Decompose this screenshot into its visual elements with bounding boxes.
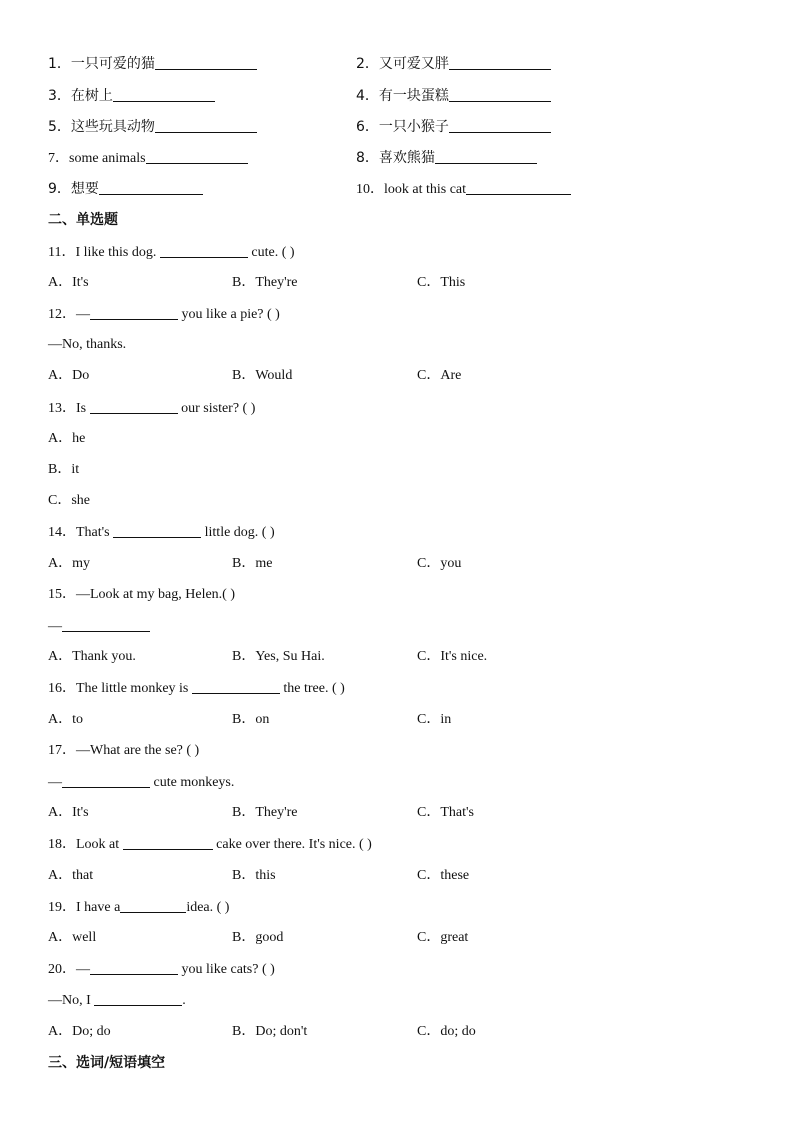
answer-blank[interactable]: [99, 180, 203, 195]
question-20: 20．— you like cats? ( ): [48, 962, 275, 977]
answer-blank[interactable]: [62, 773, 150, 788]
answer-blank[interactable]: [449, 55, 551, 70]
answer-blank[interactable]: [449, 87, 551, 102]
option-20-b[interactable]: B．Do; don't: [232, 1024, 308, 1039]
vocab-item-5: 5．这些玩具动物: [48, 118, 257, 137]
answer-blank[interactable]: [113, 523, 201, 538]
option-11-c[interactable]: C．This: [417, 275, 466, 290]
option-18-c[interactable]: C．these: [417, 868, 470, 883]
option-13-c[interactable]: C．she: [48, 493, 90, 508]
option-18-a[interactable]: A．that: [48, 868, 94, 883]
answer-blank[interactable]: [146, 149, 248, 164]
answer-blank[interactable]: [449, 118, 551, 133]
option-18-b[interactable]: B．this: [232, 868, 276, 883]
vocab-item-3: 3．在树上: [48, 87, 215, 106]
option-17-b[interactable]: B．They're: [232, 805, 298, 820]
answer-blank[interactable]: [160, 243, 248, 258]
answer-blank[interactable]: [94, 991, 182, 1006]
option-20-c[interactable]: C．do; do: [417, 1024, 476, 1039]
answer-blank[interactable]: [155, 118, 257, 133]
option-16-b[interactable]: B．on: [232, 712, 270, 727]
answer-blank[interactable]: [90, 305, 178, 320]
vocab-item-1: 1．一只可爱的猫: [48, 55, 257, 74]
option-17-a[interactable]: A．It's: [48, 805, 89, 820]
option-17-c[interactable]: C．That's: [417, 805, 474, 820]
option-12-a[interactable]: A．Do: [48, 368, 90, 383]
answer-blank[interactable]: [123, 835, 213, 850]
vocab-item-4: 4．有一块蛋糕: [356, 87, 551, 106]
question-15: 15．—Look at my bag, Helen.( ): [48, 587, 236, 602]
section-heading-fill-in: 三、选词/短语填空: [48, 1055, 166, 1071]
answer-blank[interactable]: [192, 679, 280, 694]
option-11-b[interactable]: B．They're: [232, 275, 298, 290]
question-17-reply: — cute monkeys.: [48, 775, 235, 790]
question-18: 18．Look at cake over there. It's nice. ( ): [48, 837, 372, 852]
vocab-item-2: 2．又可爱又胖: [356, 55, 551, 74]
option-13-a[interactable]: A．he: [48, 431, 86, 446]
question-20-reply: —No, I .: [48, 993, 186, 1008]
option-14-c[interactable]: C．you: [417, 556, 462, 571]
option-11-a[interactable]: A．It's: [48, 275, 89, 290]
answer-blank[interactable]: [120, 898, 186, 913]
vocab-item-6: 6．一只小猴子: [356, 118, 551, 137]
answer-blank[interactable]: [113, 87, 215, 102]
section-heading-single-choice: 二、单选题: [48, 212, 118, 228]
answer-blank[interactable]: [435, 149, 537, 164]
question-12-reply: —No, thanks.: [48, 337, 127, 352]
option-19-a[interactable]: A．well: [48, 930, 97, 945]
question-16: 16．The little monkey is the tree. ( ): [48, 681, 345, 696]
option-15-c[interactable]: C．It's nice.: [417, 649, 488, 664]
vocab-item-7: 7．some animals: [48, 149, 248, 168]
question-19: 19．I have a idea. ( ): [48, 900, 230, 915]
question-17: 17．—What are the se? ( ): [48, 743, 200, 758]
answer-blank[interactable]: [62, 617, 150, 632]
option-15-a[interactable]: A．Thank you.: [48, 649, 136, 664]
question-15-reply: —: [48, 617, 150, 636]
option-12-b[interactable]: B．Would: [232, 368, 293, 383]
vocab-item-9: 9．想要: [48, 180, 203, 199]
option-20-a[interactable]: A．Do; do: [48, 1024, 111, 1039]
option-14-b[interactable]: B．me: [232, 556, 273, 571]
answer-blank[interactable]: [90, 960, 178, 975]
vocab-item-8: 8．喜欢熊猫: [356, 149, 537, 168]
question-11: 11．I like this dog. cute. ( ): [48, 245, 295, 260]
option-13-b[interactable]: B．it: [48, 462, 80, 477]
answer-blank[interactable]: [90, 399, 178, 414]
option-16-c[interactable]: C．in: [417, 712, 452, 727]
option-14-a[interactable]: A．my: [48, 556, 90, 571]
option-19-b[interactable]: B．good: [232, 930, 284, 945]
question-13: 13．Is our sister? ( ): [48, 401, 256, 416]
question-12: 12．— you like a pie? ( ): [48, 307, 280, 322]
option-12-c[interactable]: C．Are: [417, 368, 462, 383]
option-16-a[interactable]: A．to: [48, 712, 83, 727]
question-14: 14．That's little dog. ( ): [48, 525, 275, 540]
option-15-b[interactable]: B．Yes, Su Hai.: [232, 649, 325, 664]
answer-blank[interactable]: [466, 180, 571, 195]
option-19-c[interactable]: C．great: [417, 930, 469, 945]
answer-blank[interactable]: [155, 55, 257, 70]
vocab-item-10: 10．look at this cat: [356, 180, 571, 199]
